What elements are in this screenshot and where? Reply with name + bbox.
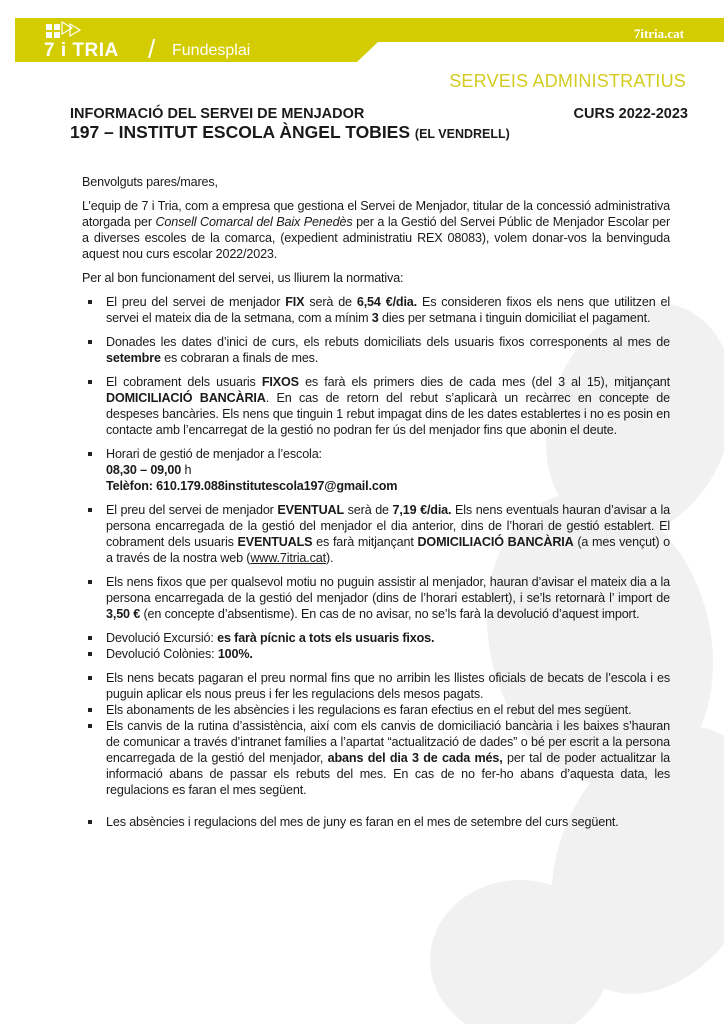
school-title xyxy=(70,122,510,143)
text-segment: es farà pícnic a tots els usuaris fixos. xyxy=(217,631,435,645)
intro-paragraphs xyxy=(82,174,670,286)
text-segment: Devolució Excursió: xyxy=(106,631,218,645)
text-segment: per tal de poder actualitzar la informació abans de passar els rebuts del mes. En cas de no fer-ho abans d’aquesta data, les regulacions es faran el mes següent. xyxy=(106,751,670,797)
list-item xyxy=(82,718,670,798)
text-segment: institutescola197@gmail.com xyxy=(224,479,398,493)
text-segment: Els nens fixos que per qualsevol motiu no puguin assistir al menjador, hauran d’avisar el mateix dia a la persona encarregada de la gestió del menjador (dins de l’horari establert), i se’ls retornarà l’ import de xyxy=(106,575,670,605)
brand-logo-text: 7 i TRIA xyxy=(44,40,119,61)
partner-logo-text: Fundesplai xyxy=(172,42,251,59)
text-segment: Telèfon: 610.179.088 xyxy=(106,479,225,493)
text-segment: ). xyxy=(325,551,334,565)
list-item xyxy=(82,334,670,366)
text-segment: Els nens eventuals hauran d’avisar a la persona encarregada de la gestió del menjador el dia anterior, dins de l’horari de gestió establert. El cobrament dels usuaris xyxy=(106,503,670,549)
text-segment: Es consideren fixos els nens que utilitzen el servei el mateix dia de la setmana, com a mínim xyxy=(106,295,671,325)
text-segment: Els nens becats pagaran el preu normal fins que no arribin les llistes oficials de becats de l’escola i es puguin aplicar els nous preus i fer les regulacions dels mesos pagats. xyxy=(106,671,670,701)
list-item xyxy=(82,574,670,622)
school-location: (EL VENDRELL) xyxy=(414,127,510,141)
list-item xyxy=(82,374,670,438)
text-segment: EVENTUAL xyxy=(277,503,345,517)
list-item xyxy=(82,670,670,702)
school-name: 197 – INSTITUT ESCOLA ÀNGEL TOBIES xyxy=(70,122,411,142)
list-item xyxy=(82,630,670,646)
text-segment: DOMICILIACIÓ BANCÀRIA xyxy=(417,535,574,549)
document-body xyxy=(82,174,670,830)
text-segment: dies per setmana i tinguin domiciliat el pagament. xyxy=(378,311,651,325)
text-segment: El preu del servei de menjador xyxy=(106,295,286,309)
text-segment: es farà mitjançant xyxy=(312,535,418,549)
list-item xyxy=(82,294,670,326)
text-segment: Els canvis de la rutina d’assistència, així com els canvis de domiciliació bancària i les baixes s’hauran de comunicar a través d’intranet famílies a l’apartat “actualització de dades” o bé per escrit a la persona encarregada de la gestió del menjador, xyxy=(106,719,670,765)
text-segment: serà de xyxy=(304,295,357,309)
text-segment: FIX xyxy=(285,295,305,309)
text-segment: EVENTUALS xyxy=(237,535,313,549)
text-segment: Consell Comarcal del Baix Penedès xyxy=(155,215,353,229)
text-segment: L’equip de 7 i Tria, com a empresa que gestiona el Servei de Menjador, titular de la concessió administrativa atorgada per xyxy=(82,199,670,229)
text-segment: 3,50 € xyxy=(106,607,141,621)
text-segment: es cobraran a finals de mes. xyxy=(160,351,319,365)
text-segment: 7,19 €/dia. xyxy=(392,503,452,517)
text-segment: . En cas de retorn del rebut s’aplicarà un recàrrec en concepte de despeses bancàries. Els nens que tinguin 1 rebut impagat dins de les dates establertes i no es posin en contacte amb l’encarregat de la gestió no podran fer ús del menjador fins que abonin el deute. xyxy=(106,391,670,437)
header-band xyxy=(15,18,724,62)
text-segment: Horari de gestió de menjador a l’escola: xyxy=(106,447,322,461)
paragraph xyxy=(82,270,670,286)
text-segment: El preu del servei de menjador xyxy=(106,503,278,517)
course-year: CURS 2022-2023 xyxy=(573,106,688,122)
list-item xyxy=(82,702,670,718)
list-item xyxy=(82,502,670,566)
text-segment: DOMICILIACIÓ BANCÀRIA xyxy=(106,391,266,405)
text-segment: abans del dia 3 de cada més, xyxy=(327,751,503,765)
website-link[interactable]: www.7itria.cat xyxy=(250,551,326,565)
logo-divider: / xyxy=(148,34,156,64)
text-segment: setembre xyxy=(106,351,161,365)
paragraph xyxy=(82,198,670,262)
text-segment: Benvolguts pares/mares, xyxy=(82,175,218,189)
text-segment: h xyxy=(181,463,192,477)
text-segment: (en concepte d’absentisme). En cas de no avisar, no se’ls farà la devolució d’aquest import. xyxy=(140,607,640,621)
rules-list xyxy=(82,294,670,830)
text-segment: El cobrament dels usuaris xyxy=(106,375,262,389)
list-item xyxy=(82,814,670,830)
text-segment: 08,30 – 09,00 xyxy=(106,463,182,477)
text-segment: (a mes vençut) o a través de la nostra web ( xyxy=(106,535,670,565)
text-segment: Per al bon funcionament del servei, us lliurem la normativa: xyxy=(82,271,404,285)
list-item xyxy=(82,446,670,494)
paragraph xyxy=(82,174,670,190)
department-title: SERVEIS ADMINISTRATIUS xyxy=(449,71,686,91)
text-segment: FIXOS xyxy=(261,375,299,389)
text-segment: 3 xyxy=(371,311,379,325)
text-segment: Les absències i regulacions del mes de juny es faran en el mes de setembre del curs següent. xyxy=(106,815,619,829)
text-segment: 100%. xyxy=(217,647,253,661)
document-title: INFORMACIÓ DEL SERVEI DE MENJADOR xyxy=(70,106,365,122)
text-segment: Els abonaments de les absències i les regulacions es faran efectius en el rebut del mes següent. xyxy=(106,703,632,717)
text-segment: Devolució Colònies: xyxy=(106,647,218,661)
text-segment: per a la Gestió del Servei Públic de Menjador Escolar per a diverses escoles de la comarca, (expedient administratiu REX 08083), volem donar-vos la benvinguda aquest nou curs escolar 2022/2023. xyxy=(82,215,670,261)
text-segment: serà de xyxy=(344,503,393,517)
text-segment: 6,54 €/dia. xyxy=(356,295,418,309)
text-segment: es farà els primers dies de cada mes (del 3 al 15), mitjançant xyxy=(298,375,670,389)
list-item xyxy=(82,646,670,662)
website-link[interactable]: 7itria.cat xyxy=(633,26,684,41)
text-segment: Donades les dates d’inici de curs, els rebuts domiciliats dels usuaris fixos corresponents al mes de xyxy=(106,335,670,349)
